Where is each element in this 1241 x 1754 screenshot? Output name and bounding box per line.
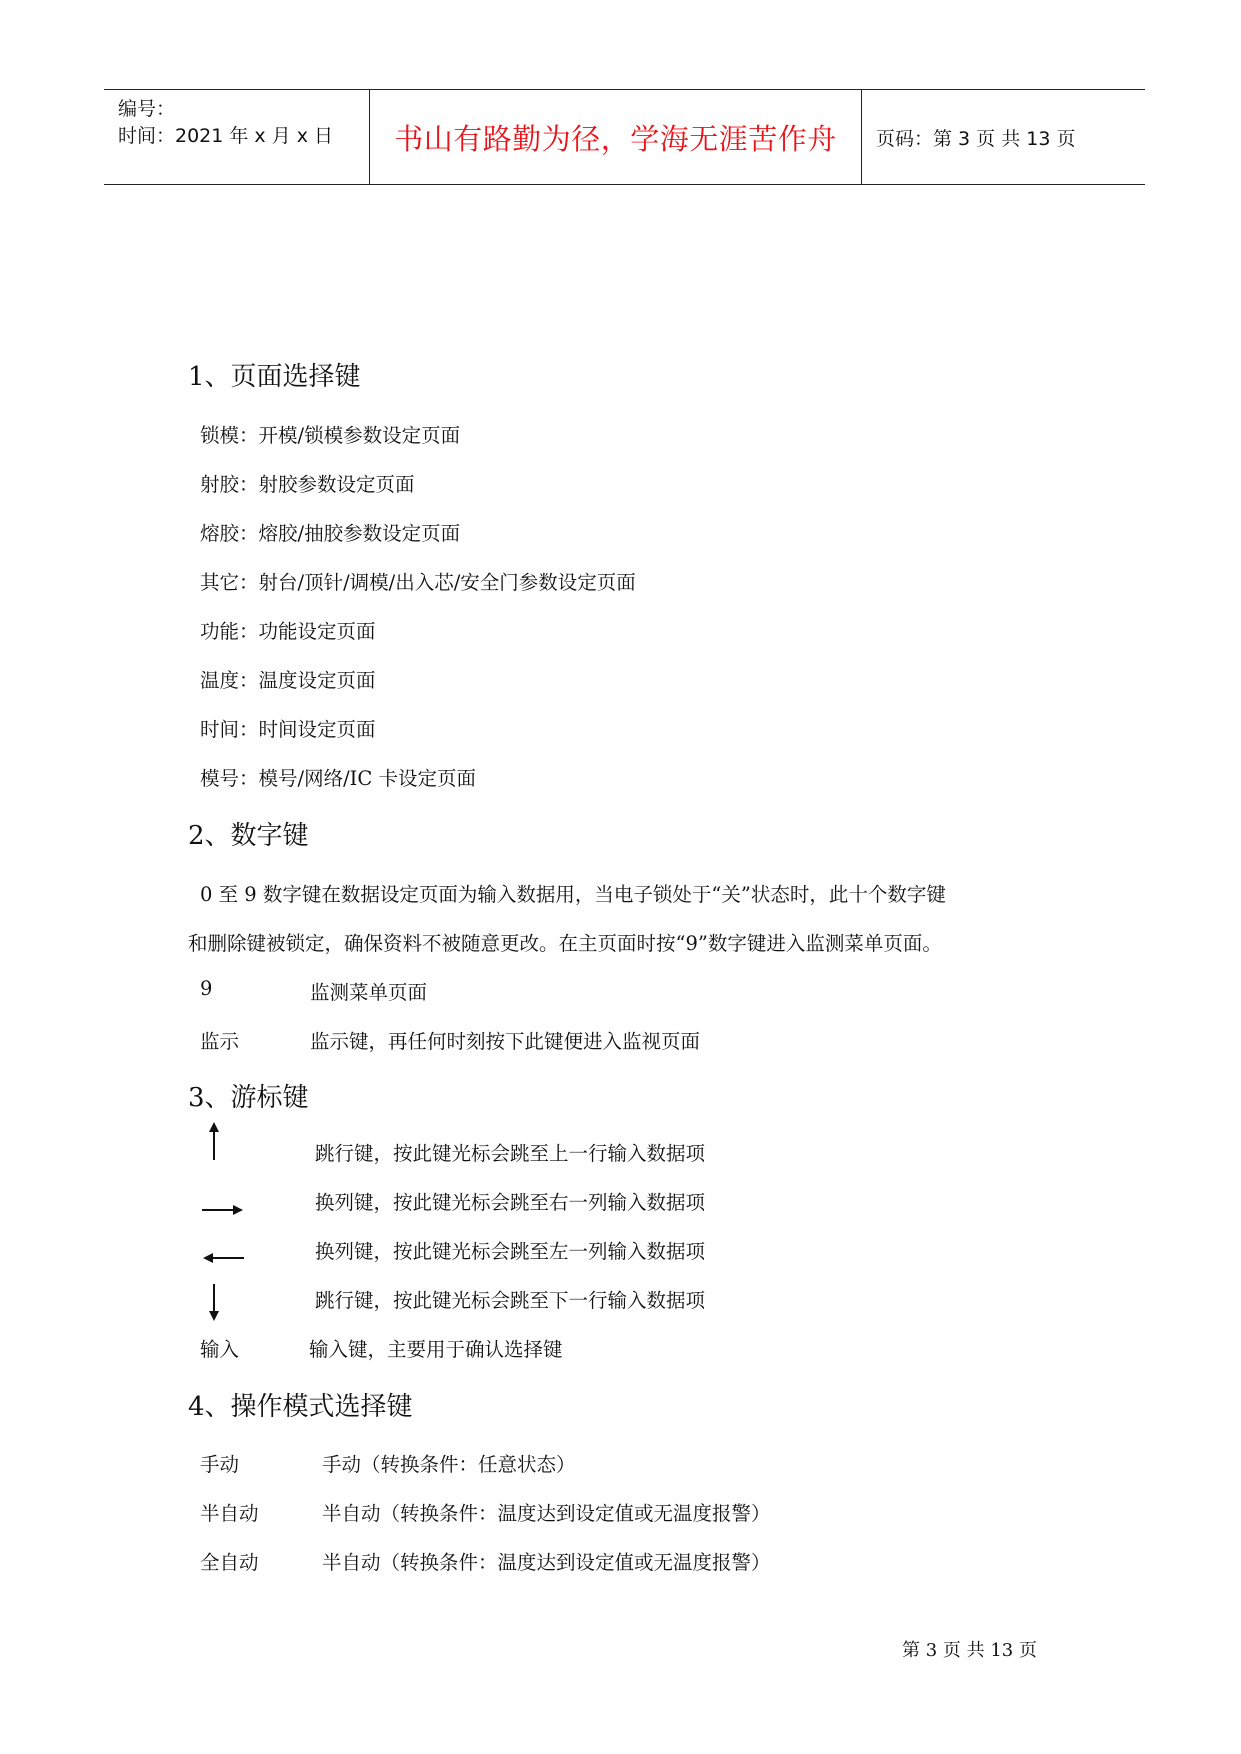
key-desc: 监测菜单页面 bbox=[310, 981, 428, 1004]
key-row bbox=[200, 1334, 563, 1362]
section-title: 2、数字键 bbox=[188, 821, 309, 851]
list-item: 其它：射台/顶针/调模/出入芯/安全门参数设定页面 bbox=[200, 571, 636, 594]
arrow-left-icon bbox=[202, 1238, 244, 1278]
key-row bbox=[200, 1449, 576, 1477]
key-label: 全自动 bbox=[200, 1551, 259, 1574]
key-label: 监示 bbox=[200, 1030, 240, 1053]
page-footer: 第 3 页 共 13 页 bbox=[902, 1640, 1037, 1661]
time-label: 时间：2021 年 x 月 x 日 bbox=[118, 125, 334, 147]
list-item: 模号：模号/网络/IC 卡设定页面 bbox=[200, 767, 476, 790]
section-title: 1、页面选择键 bbox=[188, 362, 361, 392]
key-row bbox=[200, 1498, 771, 1526]
list-item: 熔胶：熔胶/抽胶参数设定页面 bbox=[200, 522, 461, 545]
key-desc: 手动（转换条件：任意状态） bbox=[322, 1453, 576, 1476]
header-motto-cell bbox=[370, 90, 862, 184]
header-info-cell bbox=[104, 90, 370, 184]
key-row bbox=[200, 1547, 771, 1575]
arrow-down-icon bbox=[202, 1282, 244, 1322]
section-title: 3、游标键 bbox=[188, 1083, 309, 1113]
page-label: 页码：第 3 页 共 13 页 bbox=[876, 127, 1076, 150]
arrow-right-icon bbox=[202, 1190, 244, 1230]
list-item: 锁模：开模/锁模参数设定页面 bbox=[200, 424, 461, 447]
key-label: 手动 bbox=[200, 1453, 240, 1476]
paragraph-line: 和删除键被锁定，确保资料不被随意更改。在主页面时按“9”数字键进入监测菜单页面。 bbox=[188, 932, 942, 955]
cursor-key-desc: 跳行键，按此键光标会跳至上一行输入数据项 bbox=[315, 1142, 706, 1165]
paragraph-line: 0 至 9 数字键在数据设定页面为输入数据用，当电子锁处于“关”状态时，此十个数字键 bbox=[200, 883, 946, 906]
key-row bbox=[200, 1026, 701, 1054]
key-desc: 半自动（转换条件：温度达到设定值或无温度报警） bbox=[322, 1502, 771, 1525]
list-item: 功能：功能设定页面 bbox=[200, 620, 376, 643]
key-desc: 监示键，再任何时刻按下此键便进入监视页面 bbox=[310, 1030, 701, 1053]
motto: 书山有路勤为径，学海无涯苦作舟 bbox=[394, 121, 837, 156]
arrow-up-icon bbox=[202, 1122, 244, 1162]
key-desc: 输入键，主要用于确认选择键 bbox=[309, 1338, 563, 1361]
list-item: 时间：时间设定页面 bbox=[200, 718, 376, 741]
number-label: 编号： bbox=[118, 98, 176, 120]
key-label: 输入 bbox=[200, 1338, 240, 1361]
key-label: 9 bbox=[200, 977, 213, 1000]
cursor-key-desc: 换列键，按此键光标会跳至左一列输入数据项 bbox=[315, 1240, 706, 1263]
key-label: 半自动 bbox=[200, 1502, 259, 1525]
key-desc: 半自动（转换条件：温度达到设定值或无温度报警） bbox=[322, 1551, 771, 1574]
header-page-cell bbox=[862, 90, 1145, 184]
section-title: 4、操作模式选择键 bbox=[188, 1392, 413, 1422]
key-row bbox=[200, 977, 428, 1004]
list-item: 温度：温度设定页面 bbox=[200, 669, 376, 692]
cursor-key-desc: 换列键，按此键光标会跳至右一列输入数据项 bbox=[315, 1191, 706, 1214]
list-item: 射胶：射胶参数设定页面 bbox=[200, 473, 415, 496]
page-header bbox=[104, 89, 1145, 185]
cursor-key-desc: 跳行键，按此键光标会跳至下一行输入数据项 bbox=[315, 1289, 706, 1312]
